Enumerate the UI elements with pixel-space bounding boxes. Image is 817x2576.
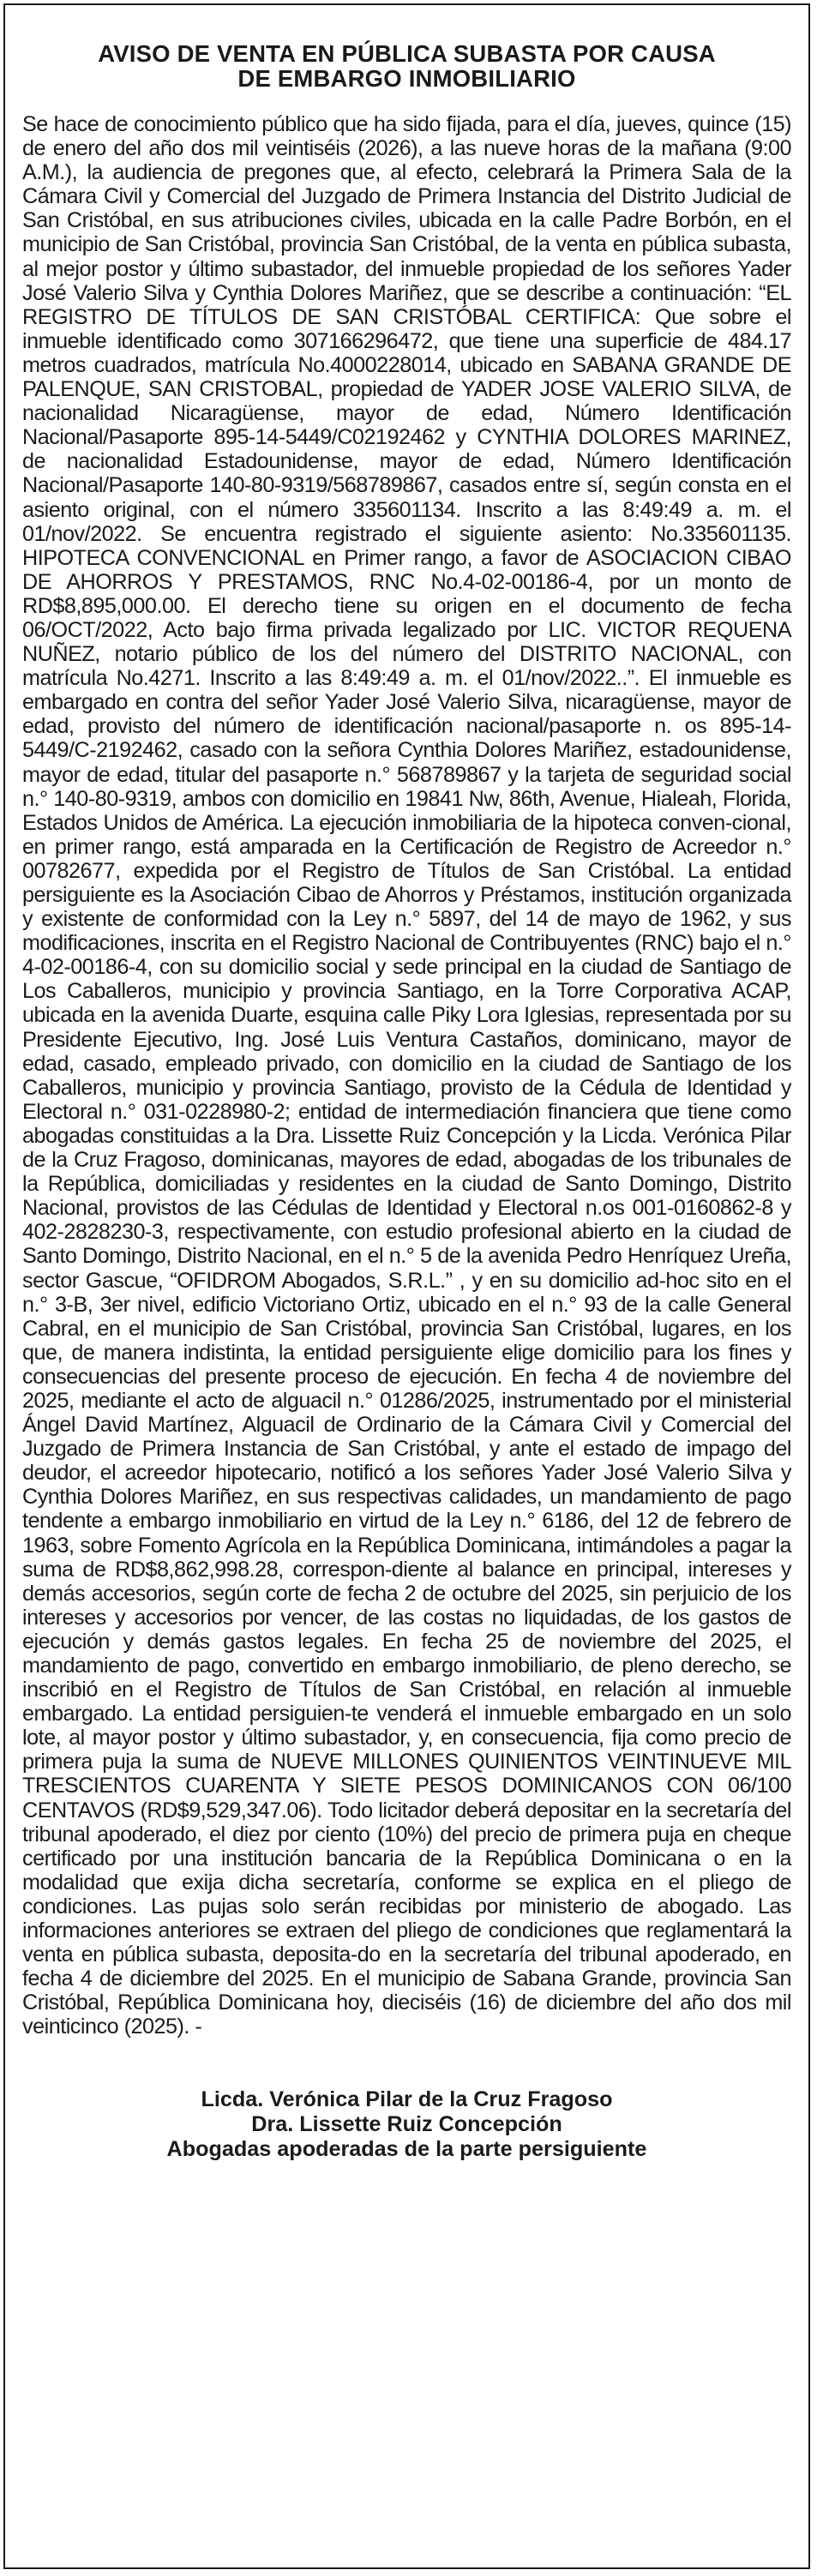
- notice-frame: [3, 3, 810, 2569]
- notice-title-line-2: DE EMBARGO INMOBILIARIO: [237, 65, 576, 92]
- notice-title-line-1: AVISO DE VENTA EN PÚBLICA SUBASTA POR CAUSA: [98, 40, 716, 67]
- signature-line-2: Dra. Lissette Ruiz Concepción: [251, 2111, 562, 2136]
- notice-body: Se hace de conocimiento público que ha sido fijada, para el día, jueves, quince (15) de enero del año dos mil veintiséis (2026), a las nueve horas de la mañana (9:00 A.M.), la audiencia de pregones que, al efecto, celebrará la Primera Sala de la Cámara Civil y Comercial del Juzgado de Primera Instancia del Distrito Judicial de San Cristóbal, en sus atribuciones civiles, ubicada en la calle Padre Borbón, en el municipio de San Cristóbal, provincia San Cristóbal, de la venta en pública subasta, al mejor postor y último subastador, del inmueble propiedad de los señores Yader José Valerio Silva y Cynthia Dolores Mariñez, que se describe a continuación: “EL REGISTRO DE TÍTULOS DE SAN CRISTÓBAL CERTIFICA: Que sobre el inmueble identificado como 307166296472, que tiene una superficie de 484.17 metros cuadrados, matrícula No.4000228014, ubicado en SABANA GRANDE DE PALENQUE, SAN CRISTOBAL, propiedad de YADER JOSE VALERIO SILVA, de nacionalidad Nicaragüense, mayor de edad, Número Identificación Nacional/Pasaporte 895-14-5449/C02192462 y CYNTHIA DOLORES MARINEZ, de nacionalidad Estadounidense, mayor de edad, Número Identificación Nacional/Pasaporte 140-80-9319/568789867, casados entre sí, según consta en el asiento original, con el número 335601134. Inscrito a las 8:49:49 a. m. el 01/nov/2022. Se encuentra registrado el siguiente asiento: No.335601135. HIPOTECA CONVENCIONAL en Primer rango, a favor de ASOCIACION CIBAO DE AHORROS Y PRESTAMOS, RNC No.4-02-00186-4, por un monto de RD$8,895,000.00. El derecho tiene su origen en el documento de fecha 06/OCT/2022, Acto bajo firma privada legalizado por LIC. VICTOR REQUENA NUÑEZ, notario público de los del número del DISTRITO NACIONAL, con matrícula No.4271. Inscrito a las 8:49:49 a. m. el 01/nov/2022..”. El inmueble es embargado en contra del señor Yader José Valerio Silva, nicaragüense, mayor de edad, provisto del número de identificación nacional/pasaporte n. os 895-14-5449/C-2192462, casado con la señora Cynthia Dolores Mariñez, estadounidense, mayor de edad, titular del pasaporte n.° 568789867 y la tarjeta de seguridad social n.° 140-80-9319, ambos con domicilio en 19841 Nw, 86th, Avenue, Hialeah, Florida, Estados Unidos de América. La ejecución inmobiliaria de la hipoteca conven-cional, en primer rango, está amparada en la Certificación de Registro de Acreedor n.° 00782677, expedida por el Registro de Títulos de San Cristóbal. La entidad persiguiente es la Asociación Cibao de Ahorros y Préstamos, institución organizada y existente de conformidad con la Ley n.° 5897, del 14 de mayo de 1962, y sus modificaciones, inscrita en el Registro Nacional de Contribuyentes (RNC) bajo el n.° 4-02-00186-4, con su domicilio social y sede principal en la ciudad de Santiago de Los Caballeros, municipio y provincia Santiago, en la Torre Corporativa ACAP, ubicada en la avenida Duarte, esquina calle Piky Lora Iglesias, representada por su Presidente Ejecutivo, Ing. José Luis Ventura Castaños, dominicano, mayor de edad, casado, empleado privado, con domicilio en la ciudad de Santiago de los Caballeros, municipio y provincia Santiago, provisto de la Cédula de Identidad y Electoral n.° 031-0228980-2; entidad de intermediación financiera que tiene como abogadas constituidas a la Dra. Lissette Ruiz Concepción y la Licda. Verónica Pilar de la Cruz Fragoso, dominicanas, mayores de edad, abogadas de los tribunales de la República, domiciliadas y residentes en la ciudad de Santo Domingo, Distrito Nacional, provistos de las Cédulas de Identidad y Electoral n.os 001-0160862-8 y 402-2828230-3, respectivamente, con estudio profesional abierto en la ciudad de Santo Domingo, Distrito Nacional, en el n.° 5 de la avenida Pedro Henríquez Ureña, sector Gascue, “OFIDROM Abogados, S.R.L.” , y en su domicilio ad-hoc sito en el n.° 3-B, 3er nivel, edificio Victoriano Ortiz, ubicado en el n.° 93 de la calle General Cabral, en el municipio de San Cristóbal, provincia San Cristóbal, lugares, en los que, de manera indistinta, la entidad persiguiente elige domicilio para los fines y consecuencias del presente proceso de ejecución. En fecha 4 de noviembre del 2025, mediante el acto de alguacil n.° 01286/2025, instrumentado por el ministerial Ángel David Martínez, Alguacil de Ordinario de la Cámara Civil y Comercial del Juzgado de Primera Instancia de San Cristóbal, y ante el estado de impago del deudor, el acreedor hipotecario, notificó a los señores Yader José Valerio Silva y Cynthia Dolores Mariñez, en sus respectivas calidades, un mandamiento de pago tendente a embargo inmobiliario en virtud de la Ley n.° 6186, del 12 de febrero de 1963, sobre Fomento Agrícola en la República Dominicana, intimándoles a pagar la suma de RD$8,862,998.28, correspon-diente al balance en principal, intereses y demás accesorios, según corte de fecha 2 de octubre del 2025, sin perjuicio de los intereses y accesorios por vencer, de las costas no liquidadas, de los gastos de ejecución y demás gastos legales. En fecha 25 de noviembre del 2025, el mandamiento de pago, convertido en embargo inmobiliario, de pleno derecho, se inscribió en el Registro de Títulos de San Cristóbal, en relación al inmueble embargado. La entidad persiguien-te venderá el inmueble embargado en un solo lote, al mayor postor y último subastador, y, en consecuencia, fija como precio de primera puja la suma de NUEVE MILLONES QUINIENTOS VEINTINUEVE MIL TRESCIENTOS CUARENTA Y SIETE PESOS DOMINICANOS CON 06/100 CENTAVOS (RD$9,529,347.06). Todo licitador deberá depositar en la secretaría del tribunal apoderado, el diez por ciento (10%) del precio de primera puja en cheque certificado por una institución bancaria de la República Dominicana o en la modalidad que exija dicha secretaría, conforme se explica en el pliego de condiciones. Las pujas solo serán recibidas por ministerio de abogado. Las informaciones anteriores se extraen del pliego de condiciones que reglamentará la venta en pública subasta, deposita-do en la secretaría del tribunal apoderado, en fecha 4 de diciembre del 2025. En el municipio de Sabana Grande, provincia San Cristóbal, República Dominicana hoy, dieciséis (16) de diciembre del año dos mil veinticinco (2025). -: [22, 112, 791, 2039]
- notice-content: [22, 41, 791, 2162]
- signature-line-1: Licda. Verónica Pilar de la Cruz Fragoso: [201, 2087, 613, 2111]
- signature-line-3: Abogadas apoderadas de la parte persiguiente: [166, 2136, 647, 2161]
- notice-title: [22, 41, 791, 91]
- signature-block: [22, 2087, 791, 2162]
